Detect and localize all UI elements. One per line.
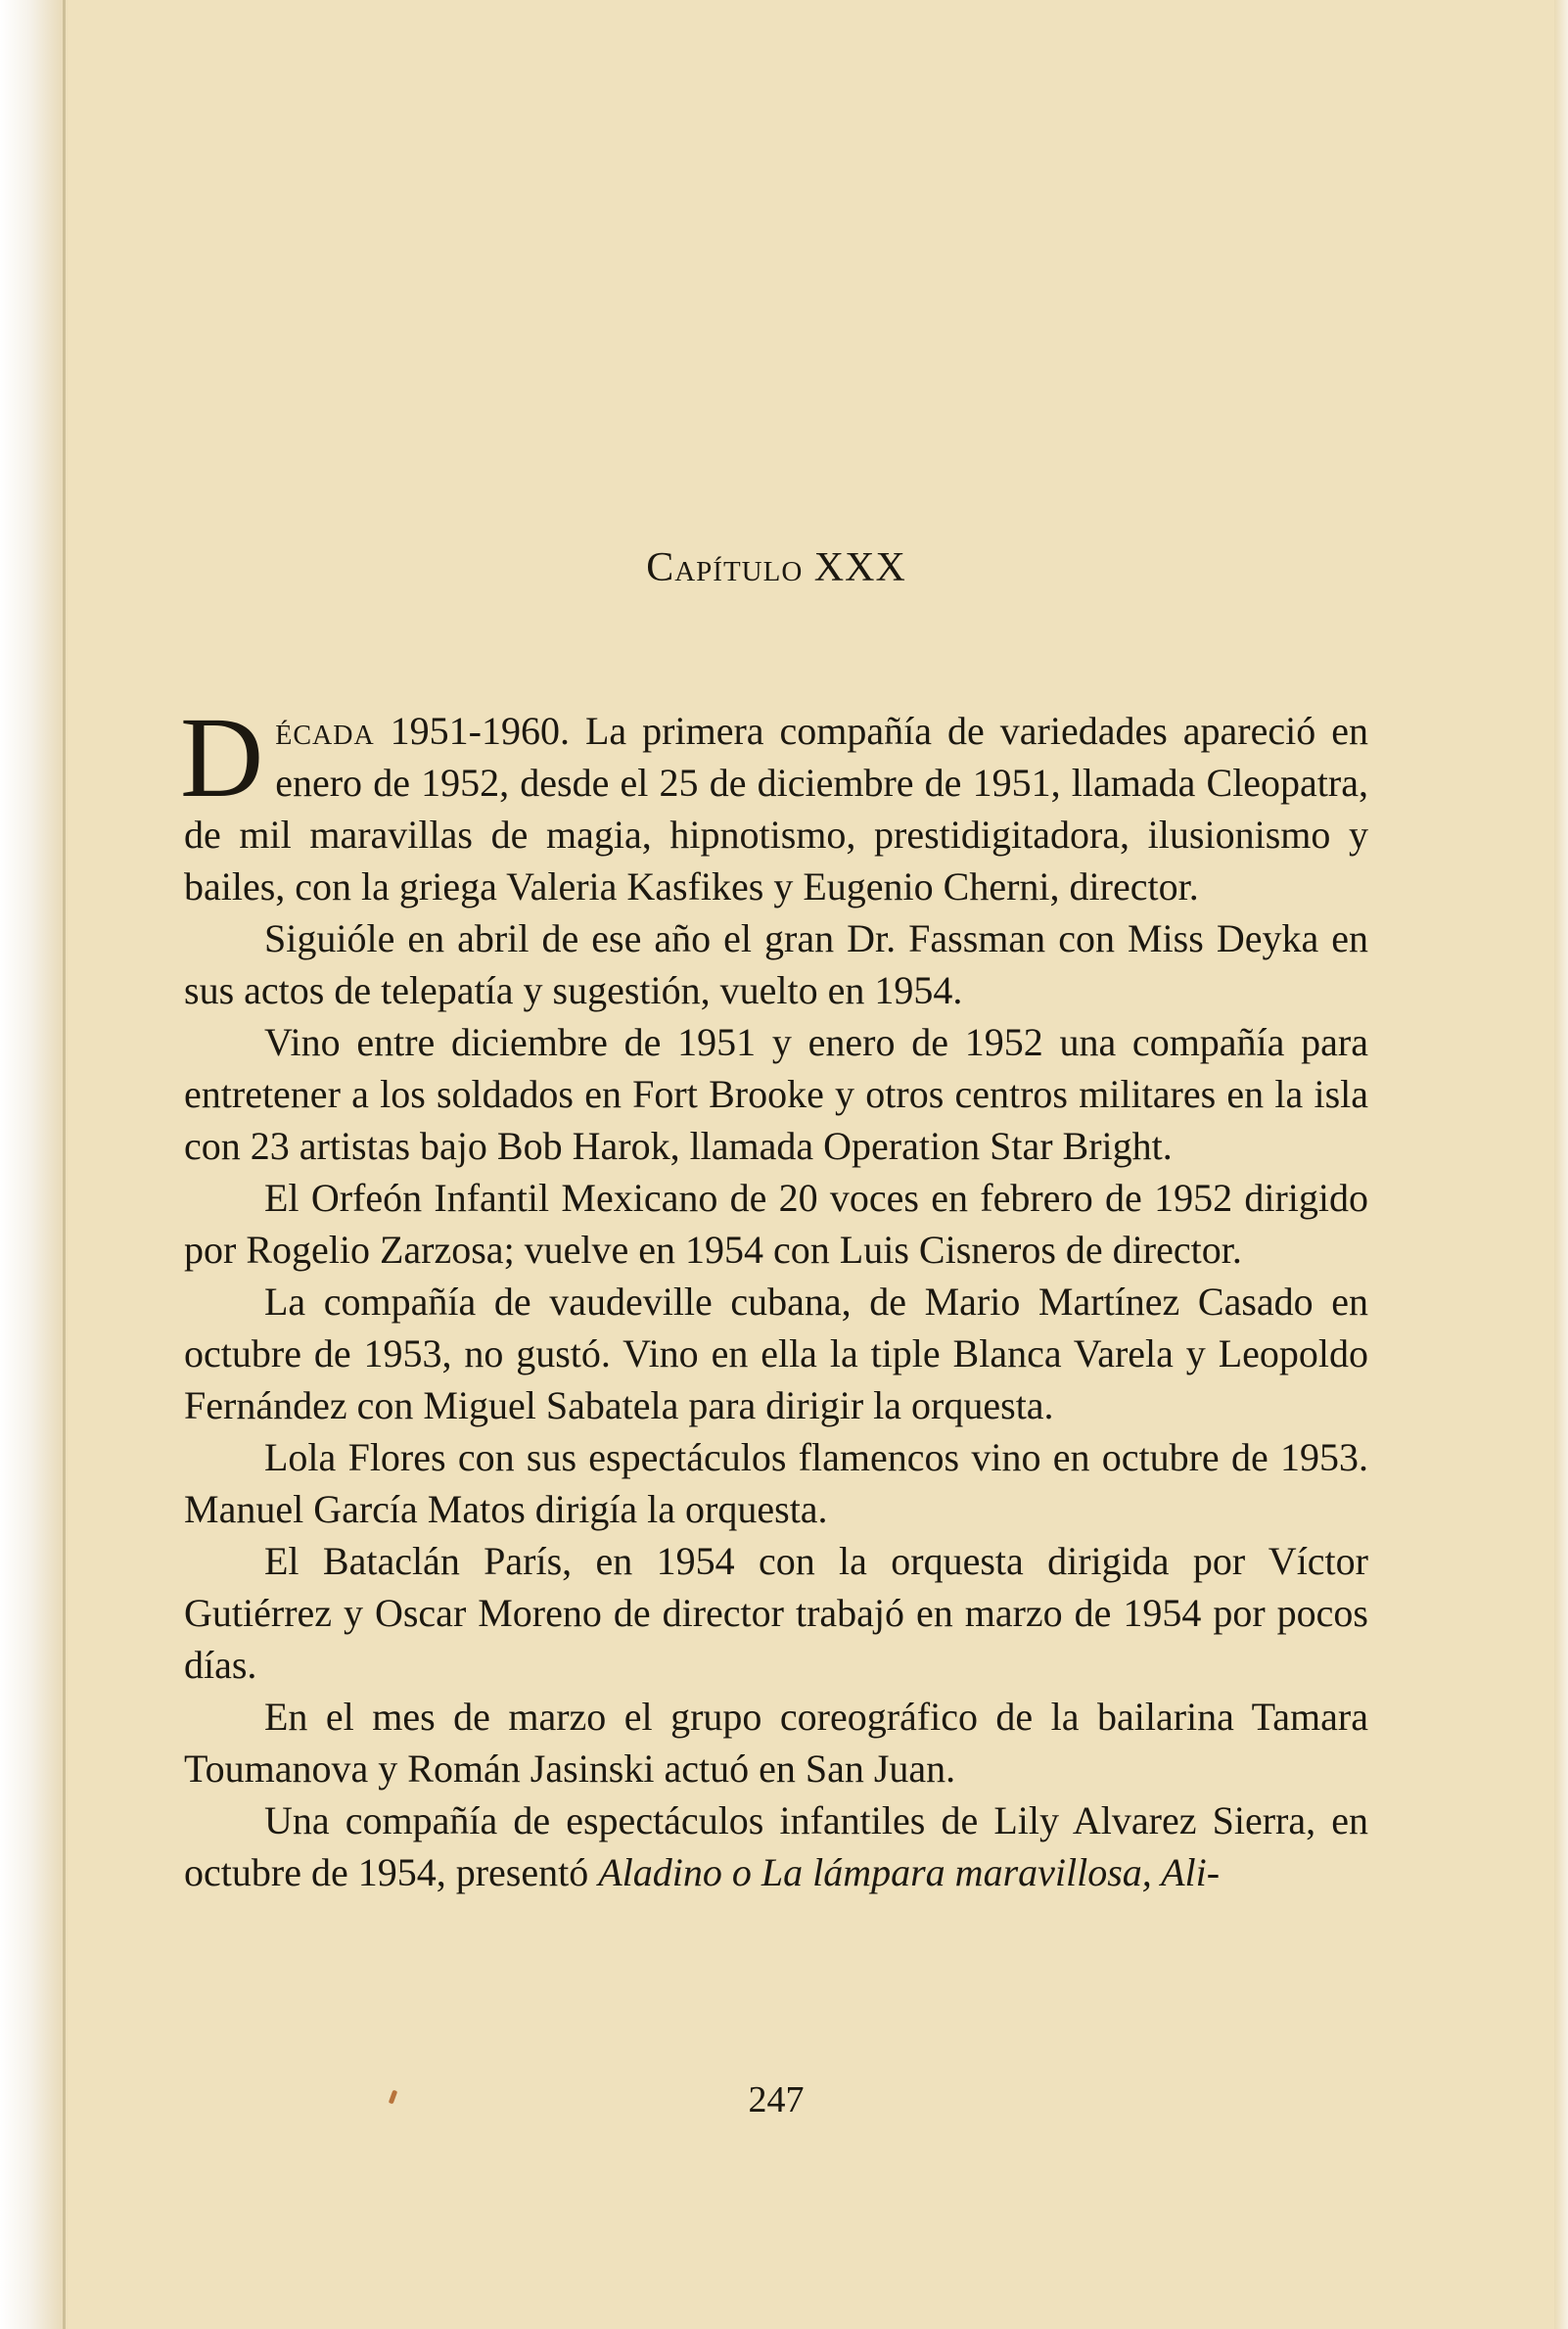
paragraph-orfeon-infantil: El Orfeón Infantil Mexicano de 20 voces en febrero de 1952 dirigido por Rogelio Zarzosa; vuelve en 1954 con Luis Cisneros de director.	[184, 1176, 1368, 1272]
scan-margin	[0, 0, 69, 2329]
paragraph-fassman: Siguióle en abril de ese año el gran Dr. Fassman con Miss Deyka en sus actos de telepatía y sugestión, vuelto en 1954.	[184, 916, 1368, 1012]
paragraph-toumanova: En el mes de marzo el grupo coreográfico de la bailarina Tamara Toumanova y Román Jasinski actuó en San Juan.	[184, 1695, 1368, 1791]
page-right-edge	[1554, 0, 1568, 2329]
page-binding-edge	[63, 0, 66, 2329]
paragraph-operation-star-bright: Vino entre diciembre de 1951 y enero de 1952 una compañía para entretener a los soldados en Fort Brooke y otros centros militares en la isla con 23 artistas bajo Bob Harok, llamada Operation Star Bright.	[184, 1020, 1368, 1168]
drop-cap: D	[180, 693, 264, 821]
page-number: 247	[748, 2079, 805, 2120]
chapter-title: Capítulo XXX	[646, 545, 906, 590]
paragraph-vaudeville-cubana: La compañía de vaudeville cubana, de Mario Martínez Casado en octubre de 1953, no gustó. Vino en ella la tiple Blanca Varela y Leopoldo Fernández con Miguel Sabatela para dirigir la orquesta.	[184, 1280, 1368, 1427]
opening-lead-word: écada	[275, 709, 375, 753]
opening-paragraph	[180, 693, 1368, 912]
paragraph-lola-flores: Lola Flores con sus espectáculos flamencos vino en octubre de 1953. Manuel García Matos dirigía la orquesta.	[184, 1435, 1368, 1531]
body-text	[180, 693, 1368, 1898]
last-paragraph-text: Una compañía de espectáculos infantiles de Lily Alvarez Sierra, en octubre de 1954, presentó	[184, 1798, 1368, 1894]
last-paragraph-italic-title: Aladino o La lámpara maravillosa, Ali-	[598, 1850, 1221, 1894]
paragraph-bataclan-paris: El Bataclán París, en 1954 con la orquesta dirigida por Víctor Gutiérrez y Oscar Moreno de director trabajó en marzo de 1954 por pocos días.	[184, 1539, 1368, 1687]
book-page	[180, 0, 1368, 2329]
paragraph-espectaculos-infantiles	[184, 1794, 1368, 1898]
opening-paragraph-text: 1951-1960. La primera compañía de variedades apareció en enero de 1952, desde el 25 de diciembre de 1951, llamada Cleopatra, de mil maravillas de magia, hipnotismo, prestidigitadora, ilusionismo y bailes, con la griega Valeria Kasfikes y Eugenio Cherni, director.	[184, 709, 1368, 908]
